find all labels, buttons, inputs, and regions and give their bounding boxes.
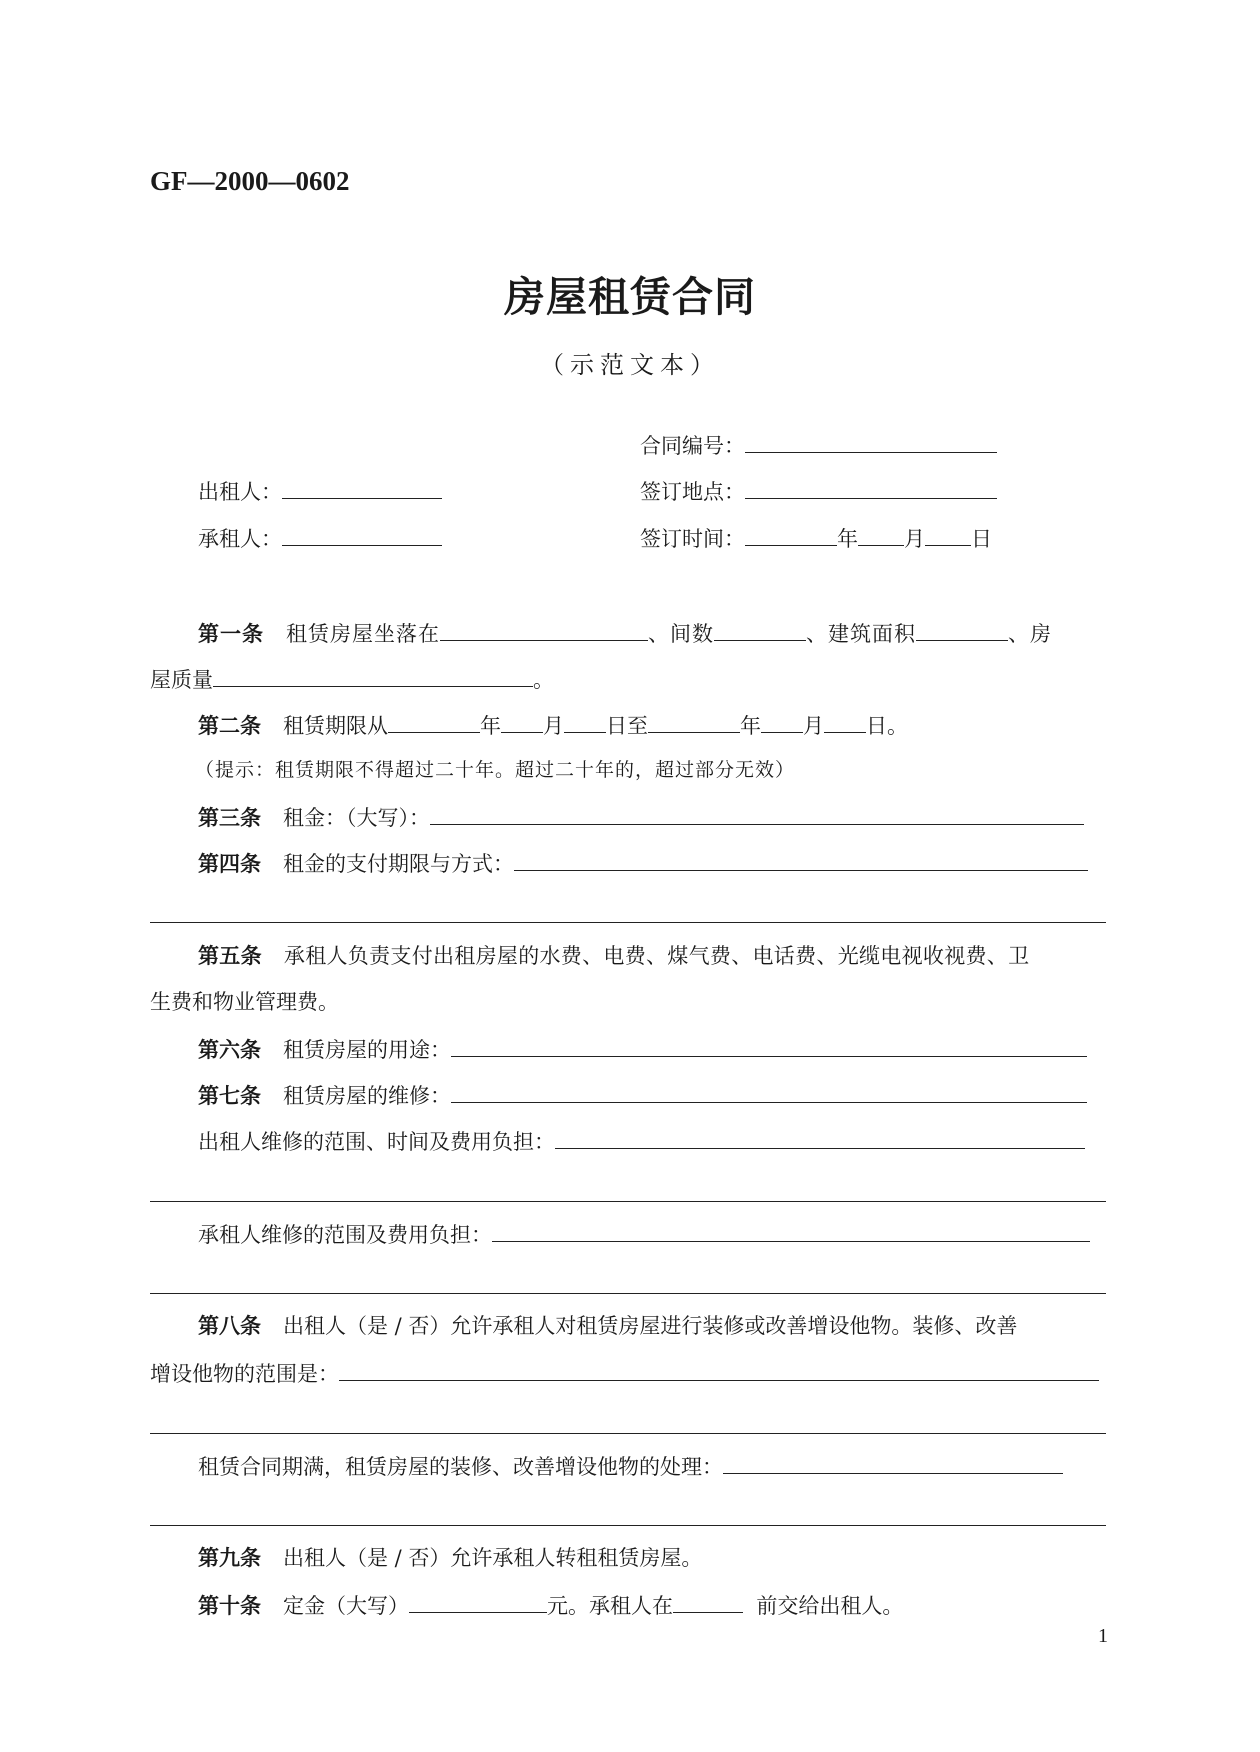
article-3: 第三条 租金：（大写）：: [198, 800, 1084, 832]
article-8-cont: 增设他物的范围是：: [150, 1356, 1099, 1388]
article-6: 第六条 租赁房屋的用途：: [198, 1032, 1087, 1064]
lessor-maintenance-blank[interactable]: [555, 1124, 1085, 1149]
lessee-maintenance-blank[interactable]: [492, 1217, 1090, 1242]
sign-month-blank[interactable]: [858, 521, 904, 546]
lessee-maintenance-blank-line-2[interactable]: [150, 1293, 1106, 1294]
sign-time-field: 签订时间： 年 月 日: [640, 521, 992, 553]
article-2: 第二条 租赁期限从 年 月 日至 年 月 日。: [198, 708, 908, 740]
payment-terms-blank[interactable]: [514, 846, 1088, 871]
article-5: 第五条 承租人负责支付出租房屋的水费、电费、煤气费、电话费、光缆电视收视费、卫: [198, 944, 1030, 968]
lessor-field: 出租人：: [198, 474, 442, 506]
renovation-disposal-blank[interactable]: [723, 1449, 1063, 1474]
start-day-blank[interactable]: [564, 708, 606, 733]
quality-blank[interactable]: [213, 662, 533, 687]
document-code: GF—2000—0602: [150, 166, 350, 196]
lessor-maintenance-blank-line-2[interactable]: [150, 1201, 1106, 1202]
renovation-disposal: 租赁合同期满，租赁房屋的装修、改善增设他物的处理：: [198, 1449, 1063, 1481]
sign-year-blank[interactable]: [745, 521, 837, 546]
document-title: 房屋租赁合同: [504, 273, 756, 321]
article-1-cont: 屋质量 。: [150, 662, 554, 694]
sign-day-blank[interactable]: [925, 521, 971, 546]
maintenance-blank[interactable]: [451, 1078, 1087, 1103]
deposit-blank[interactable]: [409, 1588, 547, 1613]
deposit-date-blank[interactable]: [673, 1588, 743, 1613]
start-month-blank[interactable]: [501, 708, 543, 733]
article-10: 第十条 定金（大写） 元。承租人在 前交给出租人。: [198, 1588, 903, 1620]
lessor-blank[interactable]: [282, 474, 442, 499]
rent-blank[interactable]: [430, 800, 1084, 825]
article-4: 第四条 租金的支付期限与方式：: [198, 846, 1088, 878]
article-1: 第一条 租赁房屋坐落在 、间数 、建筑面积 、房: [198, 616, 1052, 648]
end-year-blank[interactable]: [648, 708, 740, 733]
lessor-maintenance: 出租人维修的范围、时间及费用负担：: [198, 1124, 1085, 1156]
lessee-blank[interactable]: [282, 521, 442, 546]
payment-terms-blank-line-2[interactable]: [150, 922, 1106, 923]
contract-no-field: 合同编号：: [640, 428, 997, 460]
article-8: 第八条 出租人（是 / 否）允许承租人对租赁房屋进行装修或改善增设他物。装修、改善: [198, 1314, 1018, 1338]
article-9: 第九条 出租人（是 / 否）允许承租人转租租赁房屋。: [198, 1546, 703, 1570]
lease-term-note: （提示：租赁期限不得超过二十年。超过二十年的，超过部分无效）: [195, 759, 796, 781]
end-day-blank[interactable]: [824, 708, 866, 733]
location-blank[interactable]: [440, 616, 648, 641]
area-blank[interactable]: [916, 616, 1008, 641]
article-7: 第七条 租赁房屋的维修：: [198, 1078, 1087, 1110]
renovation-scope-blank-line-2[interactable]: [150, 1433, 1106, 1434]
article-5-cont: 生费和物业管理费。: [150, 990, 339, 1014]
sign-place-blank[interactable]: [745, 474, 997, 499]
contract-no-blank[interactable]: [745, 428, 997, 453]
document-subtitle: （示范文本）: [540, 351, 720, 379]
end-month-blank[interactable]: [761, 708, 803, 733]
renovation-disposal-blank-line-2[interactable]: [150, 1525, 1106, 1526]
start-year-blank[interactable]: [388, 708, 480, 733]
lessee-maintenance: 承租人维修的范围及费用负担：: [198, 1217, 1090, 1249]
renovation-scope-blank[interactable]: [339, 1356, 1099, 1381]
lessee-field: 承租人：: [198, 521, 442, 553]
sign-place-field: 签订地点：: [640, 474, 997, 506]
usage-blank[interactable]: [451, 1032, 1087, 1057]
page-number: 1: [1098, 1625, 1108, 1647]
rooms-blank[interactable]: [714, 616, 806, 641]
